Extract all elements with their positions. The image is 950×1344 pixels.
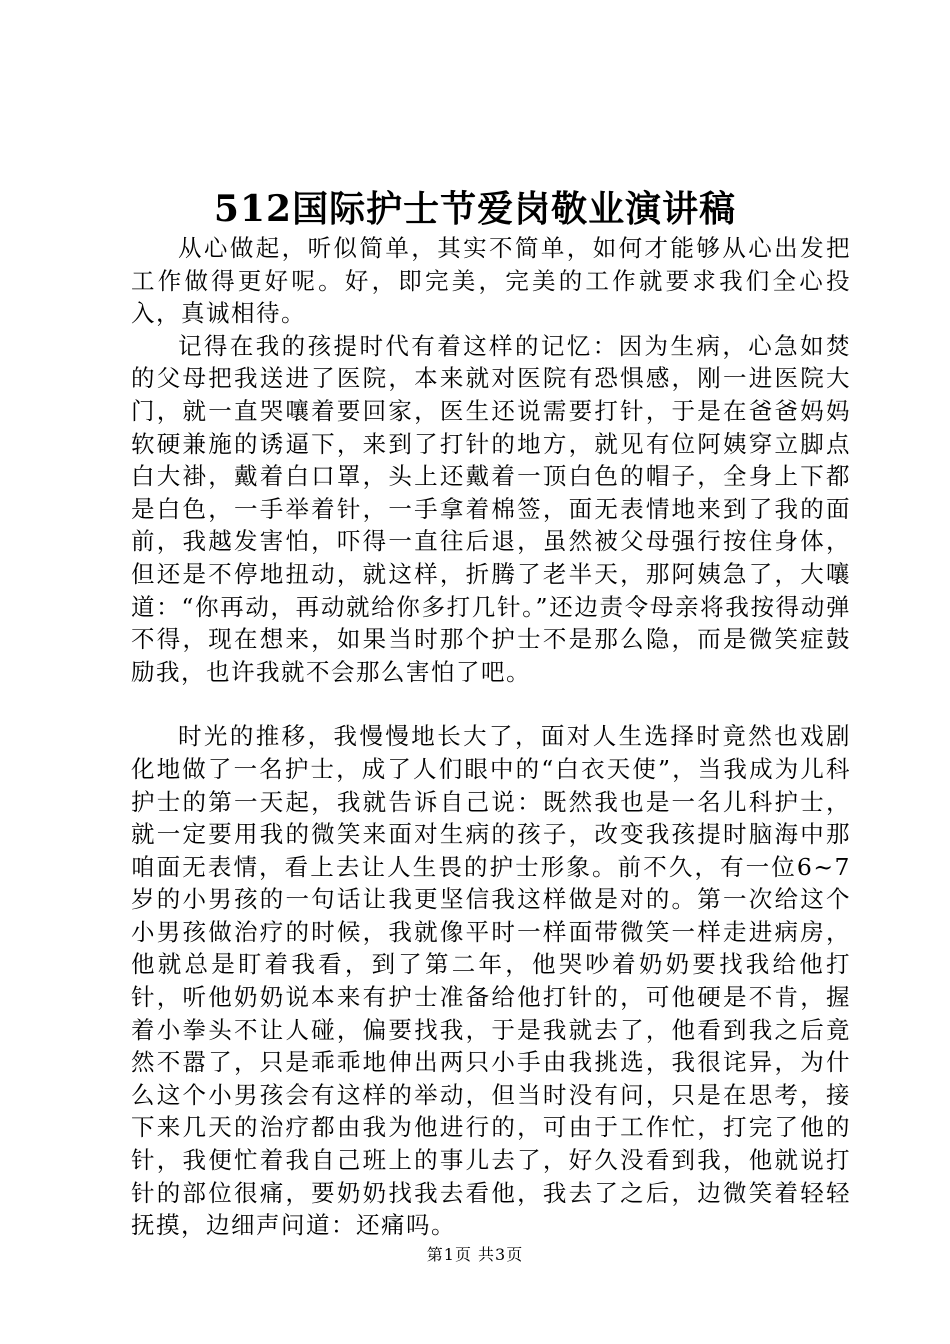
document-body [131,232,851,1242]
page-footer: 第1页 共3页 [426,1245,524,1264]
paragraph-1: 从心做起，听似简单，其实不简单，如何才能够从心出发把工作做得更好呢。好，即完美，完美的工作就要求我们全心投入，真诚相待。 [131,234,851,328]
paragraph-2: 记得在我的孩提时代有着这样的记忆：因为生病，心急如焚的父母把我送进了医院，本来就对医院有恐惧感，刚一进医院大门，就一直哭嚷着要回家，医生还说需要打针，于是在爸爸妈妈软硬兼施的诱逼下，来到了打针的地方，就见有位阿姨穿立脚点白大褂，戴着白口罩，头上还戴着一顶白色的帽子，全身上下都是白色，一手举着针，一手拿着棉签，面无表情地来到了我的面前，我越发害怕，吓得一直往后退，虽然被父母强行按住身体，但还是不停地扭动，就这样，折腾了老半天，那阿姨急了，大嚷道：“你再动，再动就给你多打几针。”还边责令母亲将我按得动弹不得，现在想来，如果当时那个护士不是那么隐，而是微笑症鼓励我，也许我就不会那么害怕了吧。 [131,331,851,686]
paragraph-3: 时光的推移，我慢慢地长大了，面对人生选择时竟然也戏剧化地做了一名护士，成了人们眼中的“白衣天使”，当我成为儿科护士的第一天起，我就告诉自己说：既然我也是一名儿科护士，就一定要用我的微笑来面对生病的孩子，改变我孩提时脑海中那咱面无表情，看上去让人生畏的护士形象。前不久，有一位6~7岁的小男孩的一句话让我更坚信我这样做是对的。第一次给这个小男孩做治疗的时候，我就像平时一样面带微笑一样走进病房，他就总是盯着我看，到了第二年，他哭吵着奶奶要找我给他打针，听他奶奶说本来有护士准备给他打针的，可他硬是不肯，握着小拳头不让人碰，偏要找我，于是我就去了，他看到我之后竟然不嚣了，只是乖乖地伸出两只小手由我挑选，我很诧异，为什么这个小男孩会有这样的举动，但当时没有问，只是在思考，接下来几天的治疗都由我为他进行的，可由于工作忙，打完了他的针，我便忙着我自己班上的事儿去了，好久没看到我，他就说打针的部位很痛，要奶奶找我去看他，我去了之后，边微笑着轻轻抚摸，边细声问道：还痛吗。 [131,722,851,1240]
document-title: 512国际护士节爱岗敬业演讲稿 [213,188,737,230]
